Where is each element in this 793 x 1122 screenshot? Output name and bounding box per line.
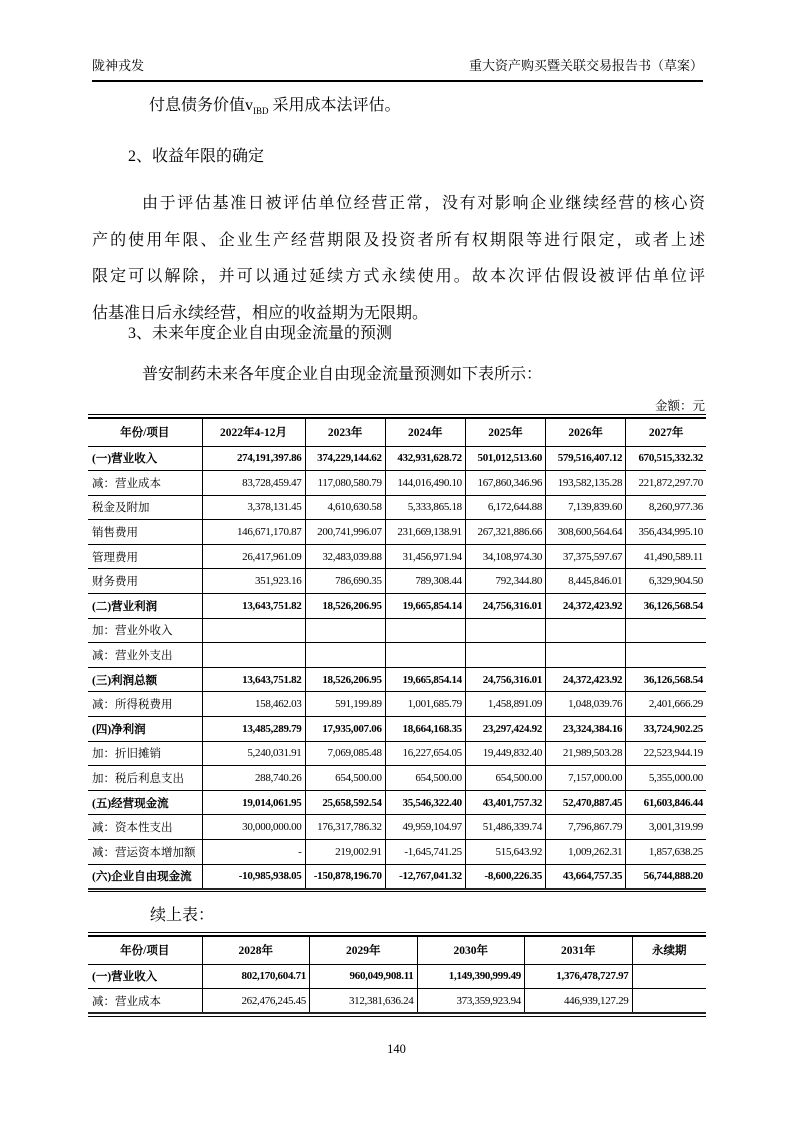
- cell-value: -12,767,041.32: [385, 864, 465, 889]
- cell-value: [385, 643, 465, 668]
- cell-value: [465, 618, 545, 643]
- cell-value: [305, 643, 385, 668]
- cell-value: 19,014,061.95: [202, 790, 305, 815]
- cell-value: 30,000,000.00: [202, 815, 305, 840]
- cash-flow-table-continued-wrapper: [88, 932, 706, 1017]
- table-row: [88, 717, 706, 742]
- column-header: 2031年: [525, 936, 633, 964]
- cell-value: 432,931,628.72: [385, 446, 465, 471]
- cell-value: 1,009,262.31: [546, 840, 626, 865]
- cell-value: 41,490,589.11: [626, 544, 706, 569]
- column-header: 2027年: [626, 418, 706, 446]
- header-right-title: 重大资产购买暨关联交易报告书（草案）: [468, 58, 703, 73]
- cell-value: [632, 989, 706, 1014]
- column-header: 2026年: [546, 418, 626, 446]
- cell-value: 219,002.91: [305, 840, 385, 865]
- cell-value: 34,108,974.30: [465, 544, 545, 569]
- header-left-title: 陇神戎发: [92, 58, 145, 73]
- cell-value: 83,728,459.47: [202, 471, 305, 496]
- cash-flow-forecast-table-continued: [88, 935, 706, 1014]
- paragraph-line: 限定可以解除，并可以通过延续方式永续使用。故本次评估假设被评估单位评: [92, 268, 705, 285]
- cell-value: 351,923.16: [202, 569, 305, 594]
- cell-value: 356,434,995.10: [626, 520, 706, 545]
- cell-value: 288,740.26: [202, 766, 305, 791]
- cell-value: -8,600,226.35: [465, 864, 545, 889]
- table-row: [88, 520, 706, 545]
- cell-value: 3,378,131.45: [202, 495, 305, 520]
- table-row: [88, 864, 706, 889]
- row-label: (四)净利润: [88, 717, 202, 742]
- table-row: [88, 594, 706, 619]
- row-label: (三)利润总额: [88, 667, 202, 692]
- column-header: 年份/项目: [120, 945, 170, 958]
- cell-value: 13,643,751.82: [202, 667, 305, 692]
- cell-value: -10,985,938.05: [202, 864, 305, 889]
- paragraph-debt-valuation: [92, 95, 705, 122]
- column-header: 2029年: [310, 936, 418, 964]
- cell-value: 1,149,390,999.49: [417, 964, 525, 989]
- p1-subscript: IBD: [253, 106, 269, 117]
- table-row: [88, 840, 706, 865]
- cell-value: 19,665,854.14: [385, 667, 465, 692]
- cell-value: -: [202, 840, 305, 865]
- table-row: [88, 471, 706, 496]
- cell-value: 19,665,854.14: [385, 594, 465, 619]
- cell-value: 24,372,423.92: [546, 667, 626, 692]
- cell-value: 446,939,127.29: [525, 989, 633, 1014]
- cell-value: 176,317,786.32: [305, 815, 385, 840]
- cell-value: 13,643,751.82: [202, 594, 305, 619]
- cell-value: 2,401,666.29: [626, 692, 706, 717]
- cell-value: 501,012,513.60: [465, 446, 545, 471]
- cash-flow-table-wrapper: [88, 414, 706, 892]
- cell-value: 22,523,944.19: [626, 741, 706, 766]
- p1-text-post: 采用成本法评估。: [268, 97, 401, 114]
- cell-value: 670,515,332.32: [626, 446, 706, 471]
- paragraph-going-concern: [92, 186, 705, 332]
- table-row: [88, 964, 706, 989]
- table-row: [88, 667, 706, 692]
- cell-value: 117,080,580.79: [305, 471, 385, 496]
- cell-value: 579,516,407.12: [546, 446, 626, 471]
- cell-value: 32,483,039.88: [305, 544, 385, 569]
- cell-value: 31,456,971.94: [385, 544, 465, 569]
- cell-value: 654,500.00: [305, 766, 385, 791]
- table-row: [88, 692, 706, 717]
- cell-value: 8,445,846.01: [546, 569, 626, 594]
- cell-value: 49,959,104.97: [385, 815, 465, 840]
- cell-value: 33,724,902.25: [626, 717, 706, 742]
- table-row: [88, 790, 706, 815]
- cell-value: 1,001,685.79: [385, 692, 465, 717]
- page-header: [92, 55, 703, 82]
- heading-cash-flow-forecast: 3、未来年度企业自由现金流量的预测: [128, 325, 393, 342]
- cell-value: 5,355,000.00: [626, 766, 706, 791]
- paragraph-line: 估基准日后永续经营，相应的收益期为无限期。: [92, 304, 429, 322]
- cell-value: [305, 618, 385, 643]
- table-unit-label: 金额：元: [654, 399, 705, 413]
- cell-value: 7,157,000.00: [546, 766, 626, 791]
- row-label: 加：折旧摊销: [88, 741, 202, 766]
- table-row: [88, 446, 706, 471]
- cell-value: 167,860,346.96: [465, 471, 545, 496]
- p1-text-pre: 付息债务价值v: [149, 97, 254, 114]
- cell-value: 18,526,206.95: [305, 667, 385, 692]
- cell-value: 654,500.00: [385, 766, 465, 791]
- cell-value: 61,603,846.44: [626, 790, 706, 815]
- cell-value: 1,048,039.76: [546, 692, 626, 717]
- cell-value: 43,401,757.32: [465, 790, 545, 815]
- row-label: 加：营业外收入: [88, 618, 202, 643]
- cell-value: [626, 643, 706, 668]
- cell-value: [546, 618, 626, 643]
- row-label: 加：税后利息支出: [88, 766, 202, 791]
- column-header: 2024年: [385, 418, 465, 446]
- cell-value: 274,191,397.86: [202, 446, 305, 471]
- cell-value: 373,359,923.94: [417, 989, 525, 1014]
- row-label: 减：营运资本增加额: [88, 840, 202, 865]
- cell-value: 792,344.80: [465, 569, 545, 594]
- cell-value: 18,664,168.35: [385, 717, 465, 742]
- cell-value: 8,260,977.36: [626, 495, 706, 520]
- cell-value: [465, 643, 545, 668]
- table-row: [88, 815, 706, 840]
- cell-value: 515,643.92: [465, 840, 545, 865]
- cell-value: 36,126,568.54: [626, 667, 706, 692]
- cell-value: 802,170,604.71: [202, 964, 310, 989]
- table-row: [88, 569, 706, 594]
- table-row: [88, 766, 706, 791]
- cell-value: 16,227,654.05: [385, 741, 465, 766]
- cell-value: 267,321,886.66: [465, 520, 545, 545]
- cell-value: 221,872,297.70: [626, 471, 706, 496]
- cell-value: [202, 618, 305, 643]
- cell-value: 7,069,085.48: [305, 741, 385, 766]
- cell-value: 24,756,316.01: [465, 667, 545, 692]
- table-row: [88, 643, 706, 668]
- cell-value: 262,476,245.45: [202, 989, 310, 1014]
- cell-value: 5,240,031.91: [202, 741, 305, 766]
- row-label: 销售费用: [88, 520, 202, 545]
- cell-value: 24,372,423.92: [546, 594, 626, 619]
- heading-income-period: 2、收益年限的确定: [128, 148, 265, 165]
- cell-value: 308,600,564.64: [546, 520, 626, 545]
- cell-value: 21,989,503.28: [546, 741, 626, 766]
- cell-value: 1,857,638.25: [626, 840, 706, 865]
- row-label: 减：营业成本: [88, 989, 202, 1014]
- cell-value: 6,172,644.88: [465, 495, 545, 520]
- column-header: 2028年: [202, 936, 310, 964]
- cell-value: 51,486,339.74: [465, 815, 545, 840]
- row-label: 减：营业外支出: [88, 643, 202, 668]
- row-label: 管理费用: [88, 544, 202, 569]
- row-label: 财务费用: [88, 569, 202, 594]
- cell-value: -1,645,741.25: [385, 840, 465, 865]
- cell-value: 43,664,757.35: [546, 864, 626, 889]
- row-label: 减：营业成本: [88, 471, 202, 496]
- paragraph-forecast-intro: 普安制药未来各年度企业自由现金流量预测如下表所示：: [142, 366, 543, 383]
- cell-value: 789,308.44: [385, 569, 465, 594]
- cell-value: 23,324,384.16: [546, 717, 626, 742]
- cell-value: 200,741,996.07: [305, 520, 385, 545]
- column-header: 永续期: [632, 936, 706, 964]
- row-label: (六)企业自由现金流: [88, 864, 202, 889]
- cell-value: 3,001,319.99: [626, 815, 706, 840]
- table-header-row: [88, 936, 706, 964]
- cell-value: 37,375,597.67: [546, 544, 626, 569]
- cell-value: 18,526,206.95: [305, 594, 385, 619]
- row-label: (一)营业收入: [88, 964, 202, 989]
- cell-value: -150,878,196.70: [305, 864, 385, 889]
- page-number: 140: [387, 1042, 406, 1056]
- cell-value: 193,582,135.28: [546, 471, 626, 496]
- cell-value: [632, 964, 706, 989]
- cell-value: 6,329,904.50: [626, 569, 706, 594]
- cell-value: 24,756,316.01: [465, 594, 545, 619]
- cell-value: 654,500.00: [465, 766, 545, 791]
- column-header: 年份/项目: [120, 427, 170, 440]
- cell-value: 231,669,138.91: [385, 520, 465, 545]
- continue-table-label: 续上表：: [150, 907, 215, 924]
- cell-value: 960,049,908.11: [310, 964, 418, 989]
- cell-value: 17,935,007.06: [305, 717, 385, 742]
- table-header-row: [88, 418, 706, 446]
- cell-value: [385, 618, 465, 643]
- cell-value: 1,458,891.09: [465, 692, 545, 717]
- row-label: 减：资本性支出: [88, 815, 202, 840]
- row-label: (一)营业收入: [88, 446, 202, 471]
- cell-value: 56,744,888.20: [626, 864, 706, 889]
- cell-value: [626, 618, 706, 643]
- cell-value: 312,381,636.24: [310, 989, 418, 1014]
- cell-value: 23,297,424.92: [465, 717, 545, 742]
- cell-value: 36,126,568.54: [626, 594, 706, 619]
- cell-value: 35,546,322.40: [385, 790, 465, 815]
- table-row: [88, 741, 706, 766]
- cell-value: 591,199.89: [305, 692, 385, 717]
- cell-value: 4,610,630.58: [305, 495, 385, 520]
- row-label: 减：所得税费用: [88, 692, 202, 717]
- cell-value: 52,470,887.45: [546, 790, 626, 815]
- cell-value: 7,796,867.79: [546, 815, 626, 840]
- row-label: 税金及附加: [88, 495, 202, 520]
- cell-value: 25,658,592.54: [305, 790, 385, 815]
- cell-value: 13,485,289.79: [202, 717, 305, 742]
- paragraph-line: 由于评估基准日被评估单位经营正常，没有对影响企业继续经营的核心资: [142, 195, 705, 212]
- column-header: 2022年4-12月: [202, 418, 305, 446]
- cell-value: 786,690.35: [305, 569, 385, 594]
- cell-value: 146,671,170.87: [202, 520, 305, 545]
- table-row: [88, 544, 706, 569]
- cell-value: 26,417,961.09: [202, 544, 305, 569]
- cell-value: 1,376,478,727.97: [525, 964, 633, 989]
- column-header: 2030年: [417, 936, 525, 964]
- cash-flow-forecast-table: [88, 417, 706, 890]
- cell-value: [202, 643, 305, 668]
- paragraph-line: 产的使用年限、企业生产经营期限及投资者所有权期限等进行限定，或者上述: [92, 231, 705, 249]
- row-label: (五)经营现金流: [88, 790, 202, 815]
- cell-value: [546, 643, 626, 668]
- table-row: [88, 989, 706, 1014]
- cell-value: 5,333,865.18: [385, 495, 465, 520]
- cell-value: 374,229,144.62: [305, 446, 385, 471]
- table-row: [88, 618, 706, 643]
- column-header: 2023年: [305, 418, 385, 446]
- row-label: (二)营业利润: [88, 594, 202, 619]
- cell-value: 7,139,839.60: [546, 495, 626, 520]
- cell-value: 19,449,832.40: [465, 741, 545, 766]
- cell-value: 158,462.03: [202, 692, 305, 717]
- column-header: 2025年: [465, 418, 545, 446]
- table-row: [88, 495, 706, 520]
- cell-value: 144,016,490.10: [385, 471, 465, 496]
